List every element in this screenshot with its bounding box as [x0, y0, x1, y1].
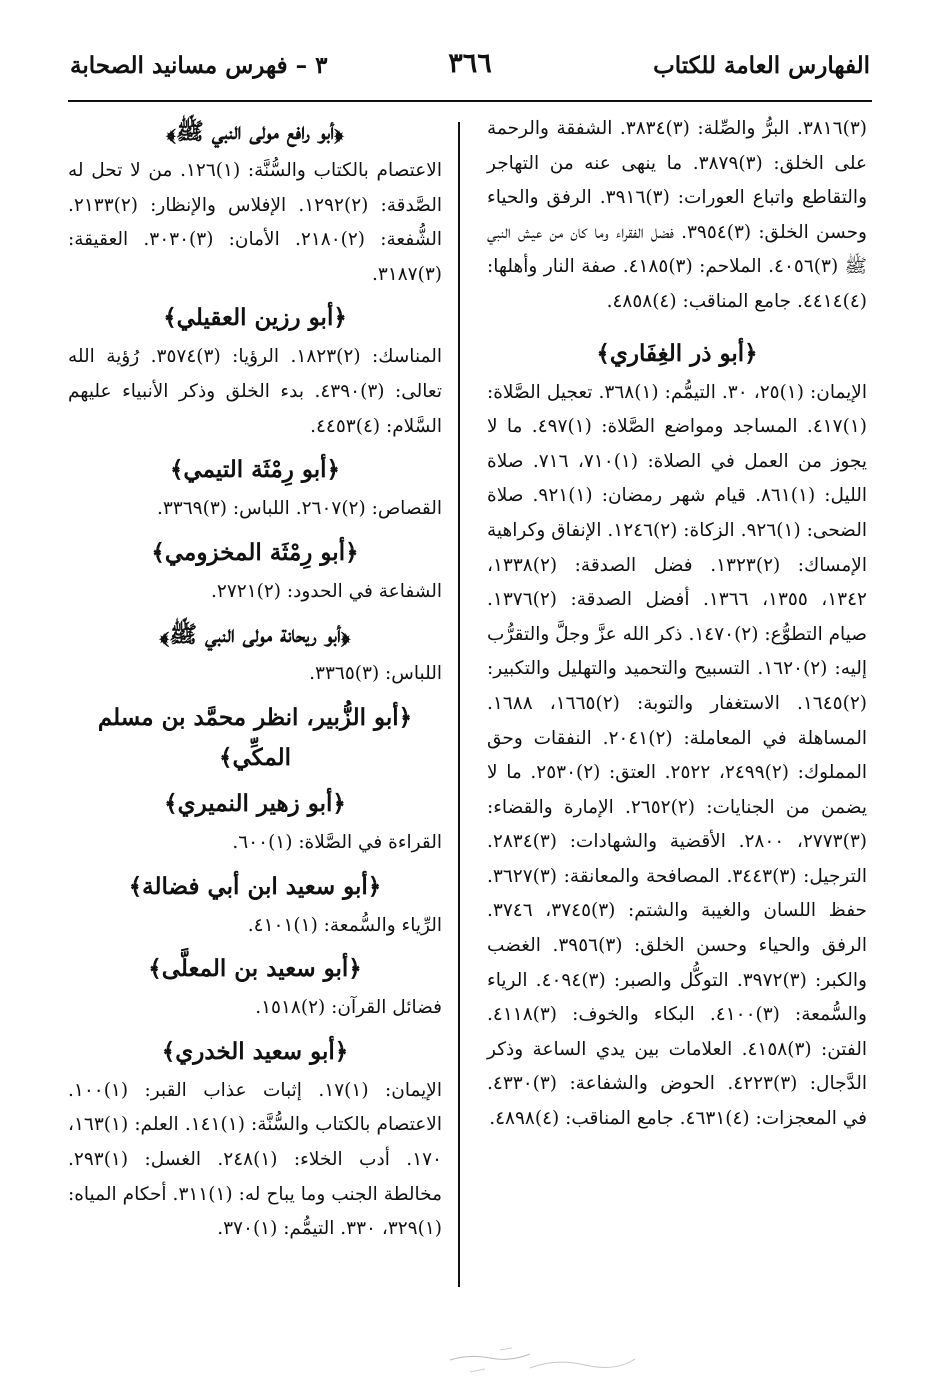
entry-body: المناسك: (٢)١٨٢٣. الرؤيا: (٣)٣٥٧٤. رُؤية الله تعالى: (٣)٤٣٩٠. بدء الخلق وذكر الأنبياء عليهم السَّلام: (٤)٤٤٥٣. [68, 346, 442, 437]
entry-title: ﴿أبو سعيد ابن أبي فضالة﴾ [128, 872, 382, 900]
entry-title: ﴿أبو ريحانة مولى النبي ﷺ﴾ [159, 621, 351, 649]
entry-body: الاعتصام بالكتاب والسُّنَّة: (١)١٢٦. من لا تحل له الصَّدقة: (٢)١٢٩٢. الإفلاس والإنظار: (٢)٢١٣٣. الشُّفعة: (٢)٢١٨٠. الأمان: (٣)٣٠٣٠. العقيقة: (٣)٣١٨٧. [68, 160, 443, 285]
entry-title: ﴿أبو ذر الغِفَاري﴾ [596, 339, 758, 367]
entry-body: الإيمان: (١)٢٥، ٣٠. التيمُّم: (١)٣٦٨. تعجيل الصَّلاة: (١)٤١٧. المساجد ومواضع الصَّلاة: (١)٤٩٧. ما لا يجوز من العمل في الصلاة: (١)٧١٠، ٧١٦. صلاة الليل: (١)٨٦١. قيام شهر رمضان: (١)٩٢١. صلاة الضحى: (١)٩٢٦. الزكاة: (٢)١٢٤٦. الإنفاق وكراهية الإمساك: (٢)١٣٢٣. فضل الصدقة: (٢)١٣٣٨، ١٣٤٢، ١٣٥٥، ١٣٦٦. أفضل الصدقة: (٢)١٣٧٦. صيام التطوُّع: (٢)١٤٧٠. ذكر الله عزَّ وجلَّ والتقرُّب إليه: (٢)١٦٢٠. التسبيح والتحميد والتهليل والتكبير: (٢)١٦٤٥. الاستغفار والتوبة: (٢)١٦٦٥، ١٦٨٨. المساهلة في المعاملة: (٢)٢٠٤١. النفقات وحق المملوك: (٢)٢٤٩٩، ٢٥٢٢. العتق: (٢)٢٥٣٠. ما لا يضمن من الجنايات: (٢)٢٦٥٢. الإمارة والقضاء: (٣)٢٧٧٣، ٢٨٠٠. الأقضية والشهادات: (٣)٢٨٣٤. الترجيل: (٣)٣٤٤٣. المصافحة والمعانقة: (٣)٣٦٢٧. حفظ اللسان والغيبة والشتم: (٣)٣٧٤٥، ٣٧٤٦. الرفق والحياء وحسن الخلق: (٣)٣٩٥٦. الغضب والكبر: (٣)٣٩٧٢. التوكُّل والصبر: (٣)٤٠٩٤. الرياء والسُّمعة: (٣)٤١٠٠. البكاء والخوف: (٣)٤١١٨. الفتن: (٣)٤١٥٨. العلامات بين يدي الساعة وذكر الدَّجال: (٣)٤٢٢٣. الحوض والشفاعة: (٣)٤٣٣٠. في المعجزات: (٤)٤٦٣١. جامع المناقب: (٤)٤٨٩٨. [487, 381, 868, 1130]
column-divider [458, 122, 460, 1287]
index-entry [68, 949, 442, 1026]
index-entry [487, 334, 867, 1137]
scan-marks [440, 1320, 670, 1380]
index-entry [68, 533, 442, 610]
entry-body: (٣)٣٨١٦. البرُّ والصِّلة: (٣)٣٨٣٤. الشفقة والرحمة على الخلق: (٣)٣٨٧٩. ما ينهى عنه من التهاجر والتقاطع واتباع العورات: (٣)٣٩١٦. الرفق والحياء وحسن الخلق: (٣)٣٩٥٤. فضل الفقراء وما كان من عيش النبي ﷺ (٣)٤٠٥٦. الملاحم: (٣)٤١٨٥. صفة النار وأهلها: (٤)٤٤١٤. جامع المناقب: (٤)٤٨٥٨. [487, 118, 868, 312]
index-entry [68, 698, 442, 778]
index-entry [68, 615, 442, 692]
entry-title: ﴿أبو الزُّبير، انظر محمَّد بن مسلم المكِّي﴾ [97, 703, 413, 771]
index-entry [68, 1032, 442, 1247]
index-entry [68, 450, 442, 527]
entry-title: ﴿أبو سعيد بن المعلَّى﴾ [148, 955, 362, 983]
right-column [487, 112, 867, 1137]
index-entry [487, 112, 867, 320]
left-column [68, 112, 442, 1247]
entry-title: ﴿أبو رافع مولى النبي ﷺ﴾ [166, 118, 344, 145]
header-rule [68, 100, 872, 102]
index-entry [68, 112, 442, 292]
section-title: ٣ – فهرس مسانيد الصحابة [70, 52, 328, 79]
index-entry [68, 867, 442, 944]
index-entry [68, 298, 442, 444]
entry-body: الشفاعة في الحدود: (٢)٢٧٢١. [211, 580, 442, 602]
index-entry [68, 784, 442, 861]
entry-title: ﴿أبو رزين العقيلي﴾ [163, 304, 347, 332]
entry-title: ﴿أبو زهير النميري﴾ [164, 789, 346, 817]
entry-body: القصاص: (٢)٢٦٠٧. اللباس: (٣)٣٣٦٩. [156, 498, 442, 520]
entry-body: الرِّياء والسُّمعة: (١)٤١٠١. [247, 914, 442, 936]
entry-body: فضائل القرآن: (٢)١٥١٨. [255, 997, 442, 1019]
entry-title: ﴿أبو رِمْثَة التيمي﴾ [169, 456, 341, 484]
book-title: الفهارس العامة للكتاب [653, 52, 870, 79]
entry-body: القراءة في الصَّلاة: (١)٦٠٠. [232, 831, 442, 853]
entry-body: اللباس: (٣)٣٣٦٥. [309, 663, 442, 685]
page-number: ٣٦٦ [448, 48, 492, 79]
entry-title: ﴿أبو سعيد الخدري﴾ [161, 1037, 349, 1065]
entry-body: الإيمان: (١)١٧. إثبات عذاب القبر: (١)١٠٠. الاعتصام بالكتاب والسُّنَّة: (١)١٤١. العلم: (١)١٦٣، ١٧٠. أدب الخلاء: (١)٢٤٨. الغسل: (١)٢٩٣. مخالطة الجنب وما يباح له: (١)٣١١. أحكام المياه: (١)٣٢٩، ٣٣٠. التيمُّم: (١)٣٧٠. [68, 1079, 443, 1240]
page-header [70, 48, 870, 92]
entry-title: ﴿أبو رِمْثَة المخزومي﴾ [151, 538, 359, 566]
